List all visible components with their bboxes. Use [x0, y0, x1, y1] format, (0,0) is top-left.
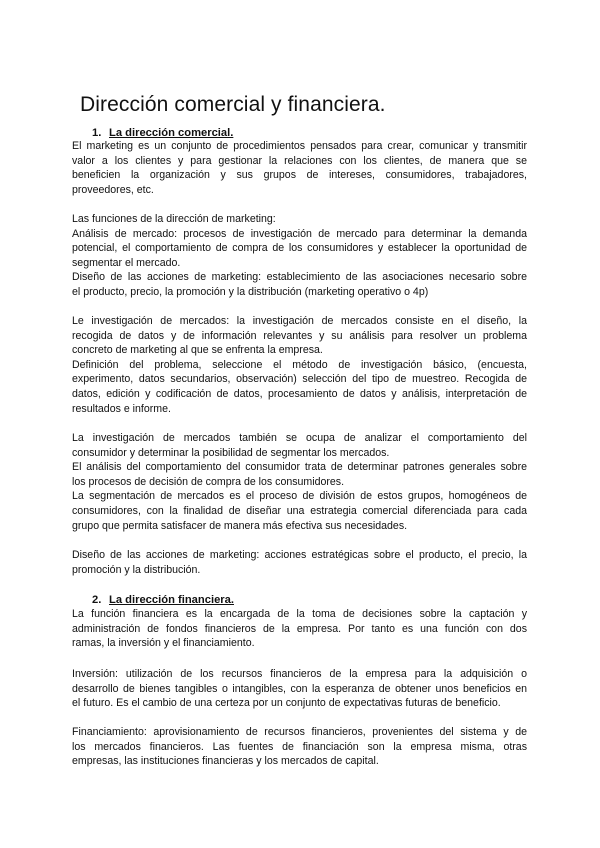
text-line: Definición del problema, seleccione el método de investigación básico, (encuesta,	[72, 358, 527, 371]
paragraph-financing	[72, 725, 527, 769]
section-title: La dirección comercial.	[109, 127, 234, 139]
text-line: Análisis de mercado: procesos de investigación de mercado para determinar la demanda	[72, 227, 527, 240]
text-line: experimento, datos secundarios, observación) selección del tipo de muestreo. Recogida de	[72, 373, 527, 386]
text-line: empresas, las instituciones financieras y los mercados de capital.	[72, 755, 379, 768]
text-line: los mercados financieros. Las fuentes de financiación son la empresa misma, otras	[72, 740, 527, 753]
paragraph-investment	[72, 667, 527, 711]
text-line: Las funciones de la dirección de marketing:	[72, 213, 276, 225]
text-line: ramas, la inversión y el financiamiento.	[72, 637, 255, 650]
section-heading-commercial	[92, 126, 233, 140]
text-line: consumidores, con la finalidad de diseñar una estrategia comercial diferenciada para cada	[72, 504, 527, 517]
text-line: el producto, precio, la promoción y la distribución (marketing operativo o 4p)	[72, 285, 429, 298]
text-line: El marketing es un conjunto de procedimientos pensados para crear, comunicar y transmitir	[72, 140, 527, 152]
paragraph-market-research	[72, 314, 527, 416]
text-line: beneficien la organización y sus grupos de intereses, consumidores, trabajadores,	[72, 169, 527, 182]
text-line: Diseño de las acciones de marketing: acciones estratégicas sobre el producto, el precio, la	[72, 549, 527, 561]
text-line: valor a los clientes y para gestionar la relaciones con los clientes, de manera que se	[72, 154, 527, 167]
text-line: datos, edición y codificación de datos, procesamiento de datos y análisis, interpretación de	[72, 387, 527, 400]
paragraph-financial-function	[72, 607, 527, 651]
section-title: La dirección financiera.	[109, 594, 234, 606]
text-line: el futuro. Es el cambio de una certeza por un conjunto de expectativas futuras de beneficio.	[72, 697, 501, 710]
text-line: potencial, el comportamiento de compra de los consumidores y establecer la oportunidad de	[72, 242, 527, 255]
text-line: recogida de datos y de información relevantes y su análisis para resolver un problema	[72, 329, 527, 342]
text-line: promoción y la distribución.	[72, 563, 201, 576]
text-line: consumidor y determinar la posibilidad de segmentar los mercados.	[72, 446, 390, 459]
text-line: desarrollo de bienes tangibles o intangibles, con la esperanza de obtener unos beneficios en	[72, 682, 527, 695]
paragraph-marketing-actions	[72, 548, 527, 577]
text-line: El análisis del comportamiento del consumidor trata de determinar patrones generales sobre	[72, 461, 527, 474]
text-line: segmentar el mercado.	[72, 256, 181, 269]
text-line: concreto de marketing al que se enfrenta la empresa.	[72, 344, 323, 357]
text-line: Financiamiento: aprovisionamiento de recursos financieros, provenientes del sistema y de	[72, 726, 527, 738]
text-line: La segmentación de mercados es el proceso de división de estos grupos, homogéneos de	[72, 490, 527, 503]
paragraph-marketing-functions	[72, 212, 527, 300]
document-title: Dirección comercial y financiera.	[80, 93, 386, 116]
text-line: La investigación de mercados también se ocupa de analizar el comportamiento del	[72, 432, 527, 444]
text-line: grupo que permita satisfacer de manera más efectiva sus necesidades.	[72, 519, 408, 532]
paragraph-consumer-behavior	[72, 431, 527, 533]
text-line: administración de fondos financieros de la empresa. Por tanto es una función con dos	[72, 622, 527, 635]
text-line: Le investigación de mercados: la investigación de mercados consiste en el diseño, la	[72, 315, 527, 327]
text-line: La función financiera es la encargada de la toma de decisiones sobre la captación y	[72, 608, 527, 620]
text-line: los procesos de decisión de compra de los consumidores.	[72, 475, 345, 488]
paragraph-marketing-definition	[72, 139, 527, 197]
section-number: 1.	[92, 127, 102, 139]
text-line: Diseño de las acciones de marketing: establecimiento de las asociaciones necesario sobre	[72, 271, 527, 284]
text-line: Inversión: utilización de los recursos financieros de la empresa para la adquisición o	[72, 668, 527, 680]
text-line: resultados e informe.	[72, 402, 171, 415]
section-heading-financial	[92, 593, 234, 607]
section-number: 2.	[92, 594, 102, 606]
text-line: proveedores, etc.	[72, 183, 154, 196]
